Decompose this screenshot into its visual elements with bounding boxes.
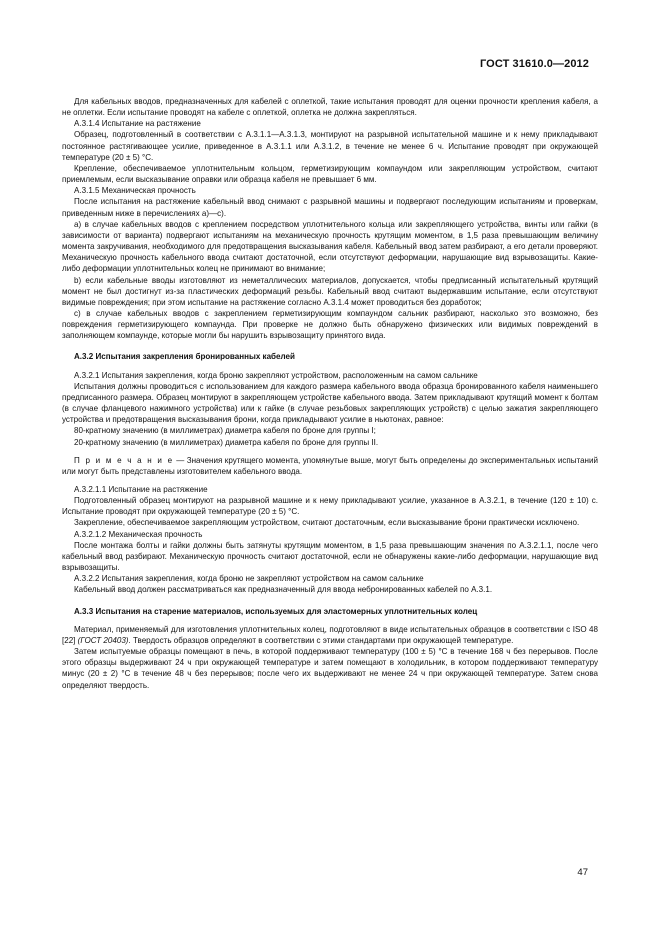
clause-heading: А.3.2.1.2 Механическая прочность (74, 529, 203, 539)
paragraph: Затем испытуемые образцы помещают в печь, в которой поддерживают температуру (100 ± 5) °С в течение 168 ч без перерывов. После этого образцы выдерживают 24 ч при окружающей температуре и затем помещают в холодильник, в котором поддерживают температуру минус (20 ± 2) °С в течение 48 ч без перерывов; после чего их выдерживают не менее 24 ч при окружающей температуре. Затем снова определяют твердость. (62, 647, 598, 690)
paragraph: Закрепление, обеспечиваемое закрепляющим устройством, считают достаточным, если высказывание брони практически исключено. (74, 518, 580, 528)
document-code: ГОСТ 31610.0—2012 (479, 58, 589, 70)
paragraph: После испытания на растяжение кабельный ввод снимают с разрывной машины и подвергают последующим испытаниям и проверкам, приведенным ниже в перечислениях а)—с). (62, 197, 598, 218)
document-body (62, 96, 598, 691)
text: Материал, применяемый для изготовления уплотнительных колец, подготовляют в виде испытательных образцов в соответствии с ISO 48 [22] (62, 624, 598, 645)
clause-heading: А.3.1.4 Испытание на растяжение (74, 119, 201, 129)
list-item: 80-кратному значению (в миллиметрах) диаметра кабеля по броне для группы I; (74, 426, 376, 436)
paragraph: Кабельный ввод должен рассматриваться как предназначенный для ввода небронированных кабелей по А.3.1. (74, 585, 493, 595)
section-heading-a-3-2: А.3.2 Испытания закрепления бронированных кабелей (74, 352, 295, 362)
note (62, 455, 598, 477)
list-item-a: а) в случае кабельных вводов с креплением посредством уплотнительного кольца или закрепляющего устройства, винты или гайки (в зависимости от варианта) подвергают испытаниям на механическую прочность крутящим моментом, в 1,5 раза превышающим величину момента закручивания, необходимого для предотвращения высказывания кабеля. Кабельный ввод затем разбирают, а его детали проверяют. Механическую прочность кабельного ввода считают достаточной, если отсутствуют деформации, нарушающие вид взрывозащиты. Какие-либо деформации уплотнительных колец не принимают во внимание; (62, 219, 598, 274)
page-number: 47 (577, 867, 588, 878)
clause-heading: А.3.2.2 Испытания закрепления, когда броню не закрепляют устройством на самом сальнике (74, 574, 424, 584)
paragraph: Образец, подготовленный в соответствии с А.3.1.1—А.3.1.3, монтируют на разрывной испытательной машине и к нему прикладывают постоянное растягивающее усилие, приведенное в А.3.1.1 или А.3.1.2, в течение не менее 6 ч. Испытание проводят при окружающей температуре (20 ± 5) °С. (62, 130, 598, 162)
list-item: 20-кратному значению (в миллиметрах) диаметра кабеля по броне для группы II. (74, 437, 379, 447)
paragraph: Испытания должны проводиться с использованием для каждого размера кабельного ввода образца бронированного кабеля наименьшего предписанного размера. Образец монтируют в закрепляющем устройстве кабельного ввода. Затем прикладывают крутящий момент к болтам (в случае фланцевого нажимного устройства) или к гайке (в случае резьбовых закрепляющих устройств) с целью зажатия закрепляющего устройства и предотвращения высказывания брони, когда прикладывают усилие в ньютонах, равное: (62, 381, 598, 425)
note-label: П р и м е ч а н и е (74, 455, 174, 465)
paragraph: Для кабельных вводов, предназначенных для кабелей с оплеткой, такие испытания проводят для оценки прочности крепления кабеля, а не оплетки. Если испытание проводят на кабеле с оплеткой, оплетка не должна закрепляться. (62, 97, 598, 118)
clause-heading: А.3.2.1.1 Испытание на растяжение (74, 485, 208, 494)
paragraph: Крепление, обеспечиваемое уплотнительным кольцом, герметизирующим компаундом или закрепляющим устройством, считают приемлемым, если высказывание оправки или образца кабеля не превышает 6 мм. (62, 163, 598, 185)
clause-heading: А.3.2.1 Испытания закрепления, когда броню закрепляют устройством, расположенным на самом сальнике (74, 370, 478, 380)
paragraph: Подготовленный образец монтируют на разрывной машине и к нему прикладывают усилие, указанное в А.3.2.1, в течение (120 ± 10) с. Испытание проводят при окружающей температуре (20 ± 5) °С. (62, 496, 598, 517)
section-heading-a-3-3: А.3.3 Испытания на старение материалов, используемых для эластомерных уплотнительных колец (74, 606, 478, 616)
text: . Твердость образцов определяют в соответствии с этими стандартами при окружающей температуре. (128, 635, 514, 645)
clause-heading: А.3.1.5 Механическая прочность (74, 186, 196, 196)
paragraph: После монтажа болты и гайки должны быть затянуты крутящим моментом, в 1,5 раза превышающим значения по А.3.2.1.1, после чего кабельный ввод разбирают. Механическую прочность считают достаточной, если не обнаружены какие-либо деформации, нарушающие вид взрывозащиты. (62, 540, 598, 573)
list-item-c: с) в случае кабельных вводов с закреплением герметизирующим компаундом сальник разбирают, насколько это возможно, без повреждения герметизирующего компаунда. При проверке не должно быть обнаружено физических или видимых повреждений в заполняющем компаунде, которые могли бы нарушить взрывозащиту принятого вида. (62, 308, 598, 341)
list-item-b: b) если кабельные вводы изготовляют из неметаллических материалов, допускается, чтобы предписанный испытательный крутящий момент не был достигнут из-за пластических деформаций резьбы. Кабельный ввод считают выдержавшим испытание, если отсутствуют видимые повреждения; при этом испытание на растяжение согласно А.3.1.4 может проводиться без доработок; (62, 275, 598, 307)
note-text: — Значения крутящего момента, упомянутые выше, могут быть определены до экспериментальных испытаний или могут быть представлены изготовителем кабельного ввода. (62, 455, 598, 476)
paragraph (62, 624, 598, 646)
standard-reference: (ГОСТ 20403) (77, 635, 129, 645)
